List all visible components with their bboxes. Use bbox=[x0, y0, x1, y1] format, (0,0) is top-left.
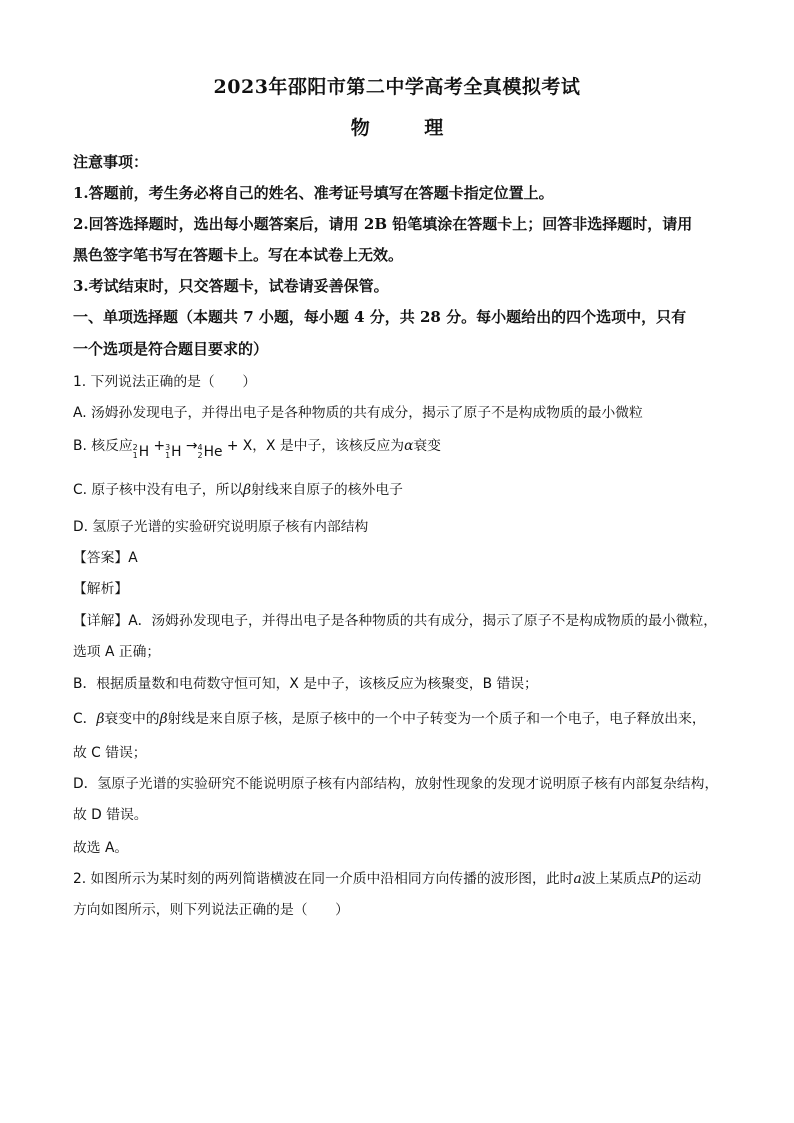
answer-tag: 【答案】 bbox=[73, 550, 129, 566]
detail-b: B．根据质量数和电荷数守恒可知，X 是中子，该核反应为核聚变，B 错误； bbox=[73, 676, 538, 692]
q1-stem: 1. 下列说法正确的是（ ） bbox=[73, 374, 257, 390]
detail-a-line1: 【详解】A．汤姆孙发现电子，并得出电子是各种物质的共有成分，揭示了原子不是构成物质的最小微粒， bbox=[73, 613, 718, 629]
beta-symbol: β bbox=[96, 711, 105, 727]
notice-item-2a: 2.回答选择题时，选出每小题答案后，请用 2B 铅笔填涂在答题卡上；回答非选择题时，请用 bbox=[73, 215, 693, 233]
exam-title: 2023年邵阳市第二中学高考全真模拟考试 bbox=[213, 76, 581, 98]
q1-option-d: D. 氢原子光谱的实验研究说明原子核有内部结构 bbox=[73, 519, 369, 535]
section-heading-b: 一个选项是符合题目要求的） bbox=[73, 340, 269, 358]
nuclide-he4: 4 2 He bbox=[197, 443, 223, 460]
notice-item-2b: 黑色签字笔书写在答题卡上。写在本试卷上无效。 bbox=[73, 246, 404, 264]
q1-option-b-prefix: B. 核反应 bbox=[73, 438, 133, 454]
alpha-symbol: α bbox=[404, 438, 414, 454]
subject-title: 物 理 bbox=[350, 117, 468, 139]
analysis-tag: 【解析】 bbox=[73, 581, 129, 597]
beta-symbol: β bbox=[243, 482, 252, 498]
detail-a-line2: 选项 A 正确； bbox=[73, 644, 161, 660]
notice-item-3: 3.考试结束时，只交答题卡，试卷请妥善保管。 bbox=[73, 277, 389, 295]
detail-d-line2: 故 D 错误。 bbox=[73, 807, 148, 823]
answer-value: A bbox=[128, 550, 138, 566]
nuclide-h2: 2 1 H bbox=[132, 443, 150, 460]
section-heading-a: 一、单项选择题（本题共 7 小题，每小题 4 分，共 28 分。每小题给出的四个选项中，只有 bbox=[73, 308, 687, 326]
notice-item-1: 1.答题前，考生务必将自己的姓名、准考证号填写在答题卡指定位置上。 bbox=[73, 184, 554, 202]
point-p-label: P bbox=[650, 871, 660, 887]
notice-heading: 注意事项： bbox=[73, 153, 149, 171]
q2-stem-line1: 2. 如图所示为某时刻的两列简谐横波在同一介质中沿相同方向传播的波形图，此时a波上某质点P的运动 bbox=[73, 871, 702, 887]
q1-option-b: B. 核反应 2 1 H + 3 1 H → 4 2 He + X，X 是中子，该核反应为α衰变 bbox=[73, 438, 441, 460]
q1-option-b-suffix: ，X 是中子，该核反应为 bbox=[252, 438, 405, 454]
beta-symbol: β bbox=[159, 711, 168, 727]
wave-a-label: a bbox=[573, 871, 582, 887]
detail-tag: 【详解】 bbox=[73, 613, 129, 629]
detail-d-line1: D．氢原子光谱的实验研究不能说明原子核有内部结构，放射性现象的发现才说明原子核有内部复杂结构， bbox=[73, 776, 719, 792]
q1-option-a: A. 汤姆孙发现电子，并得出电子是各种物质的共有成分，揭示了原子不是构成物质的最小微粒 bbox=[73, 405, 643, 421]
particle-x: X bbox=[242, 438, 253, 454]
conclusion: 故选 A。 bbox=[73, 840, 129, 856]
q2-stem-line2: 方向如图所示，则下列说法正确的是（ ） bbox=[73, 902, 349, 918]
detail-c-line2: 故 C 错误； bbox=[73, 745, 147, 761]
q1-option-c: C. 原子核中没有电子，所以β射线来自原子的核外电子 bbox=[73, 482, 403, 498]
detail-c-line1: C．β衰变中的β射线是来自原子核，是原子核中的一个中子转变为一个质子和一个电子，电子释放出来， bbox=[73, 711, 706, 727]
answer-line bbox=[73, 546, 734, 566]
nuclide-h3: 3 1 H bbox=[165, 443, 182, 460]
